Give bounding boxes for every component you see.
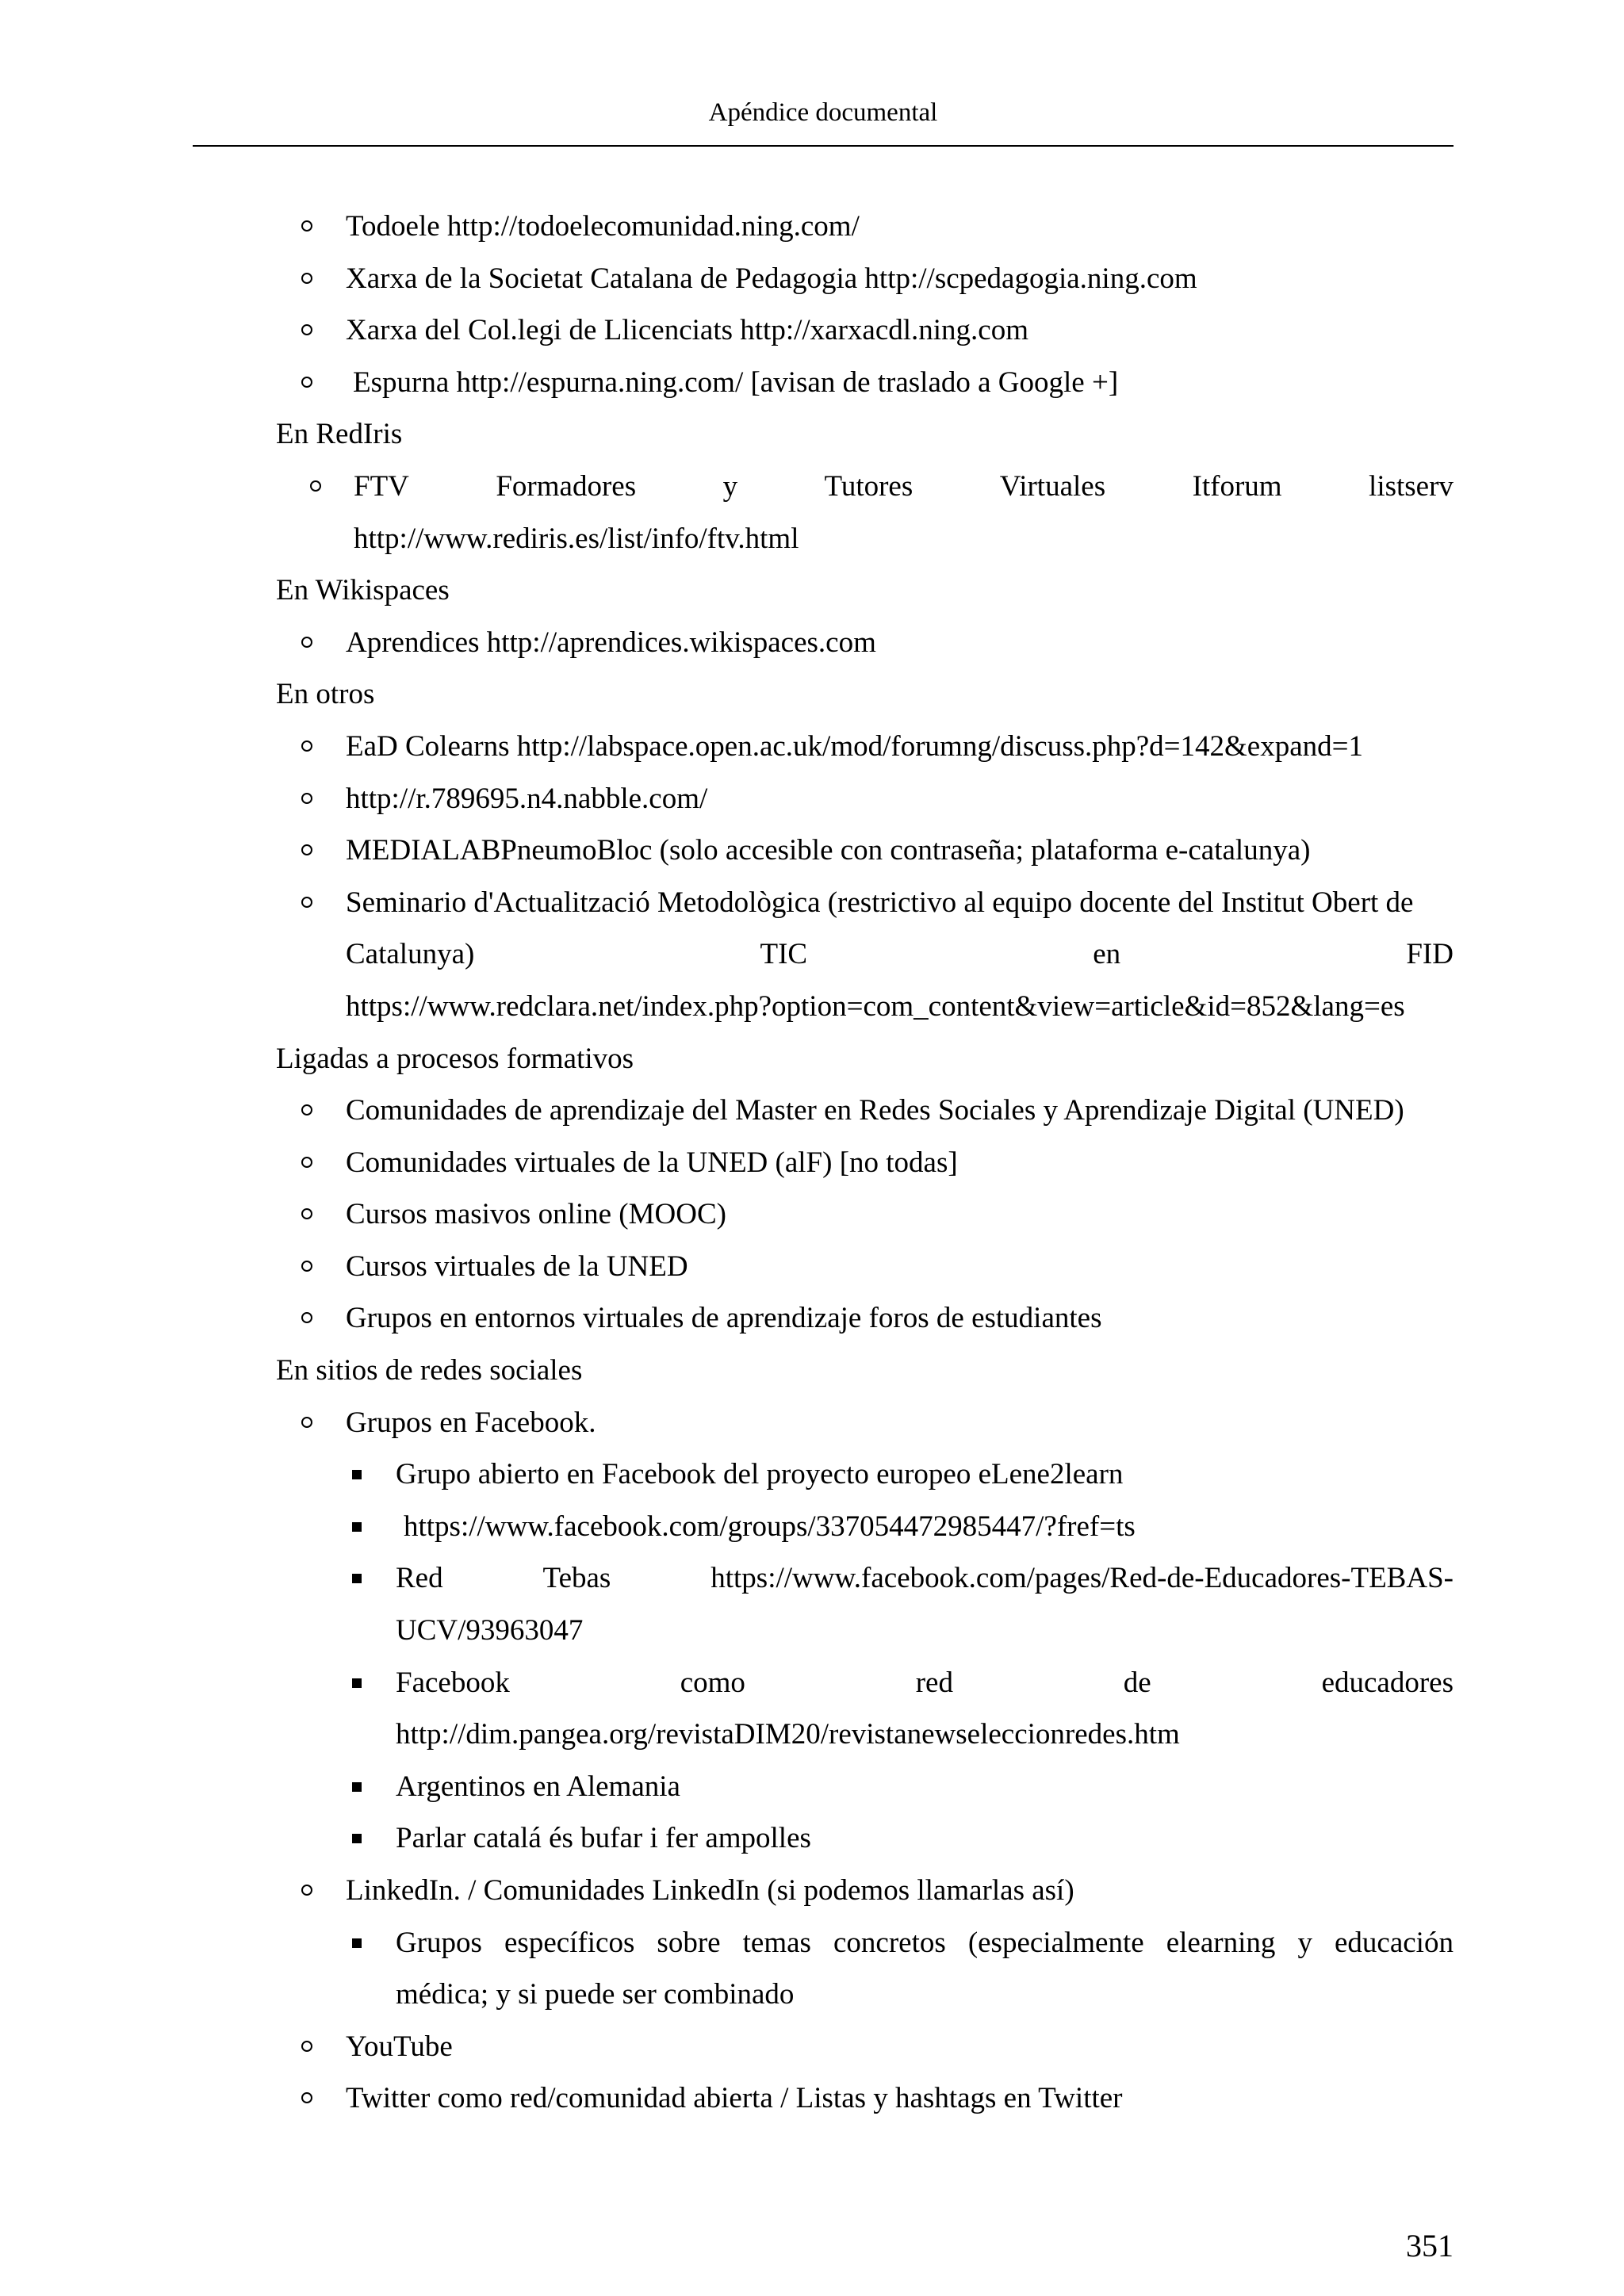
circle-bullet-icon	[301, 377, 312, 388]
list-item: Grupos en entornos virtuales de aprendizaje foros de estudiantes	[0, 1292, 1624, 1345]
list-item: Aprendices http://aprendices.wikispaces.com	[0, 617, 1624, 669]
sub-list-item: https://www.facebook.com/groups/337054472985447/?fref=ts	[0, 1501, 1624, 1553]
circle-bullet-icon	[301, 844, 312, 855]
list-item-continuation: http://www.rediris.es/list/info/ftv.html	[354, 522, 799, 555]
circle-bullet-icon	[301, 273, 312, 284]
circle-bullet-icon	[301, 1208, 312, 1219]
sub-list-item	[0, 1552, 1624, 1605]
circle-bullet-icon	[310, 480, 321, 492]
list-item: Todoele http://todoelecomunidad.ning.com/	[0, 201, 1624, 253]
square-bullet-icon	[352, 1470, 362, 1479]
section-heading: En RedIris	[276, 418, 403, 451]
circle-bullet-icon	[301, 220, 312, 232]
list-item: EaD Colearns http://labspace.open.ac.uk/mod/forumng/discuss.php?d=142&expand=1	[0, 721, 1624, 773]
list-item: Cursos virtuales de la UNED	[0, 1241, 1624, 1293]
sub-list-item-continuation: UCV/93963047	[396, 1614, 584, 1647]
square-bullet-icon	[352, 1522, 362, 1532]
circle-bullet-icon	[301, 1312, 312, 1323]
page-body	[0, 201, 1624, 2125]
circle-bullet-icon	[301, 740, 312, 752]
running-header: Apéndice documental	[708, 98, 938, 127]
circle-bullet-icon	[301, 2041, 312, 2052]
list-item: Xarxa de la Societat Catalana de Pedagogia http://scpedagogia.ning.com	[0, 253, 1624, 305]
sub-list-item: Parlar catalá és bufar i fer ampolles	[0, 1812, 1624, 1865]
list-item: Twitter como red/comunidad abierta / Listas y hashtags en Twitter	[0, 2072, 1624, 2125]
circle-bullet-icon	[301, 1885, 312, 1896]
sub-list-item-continuation: http://dim.pangea.org/revistaDIM20/revistanewseleccionredes.htm	[396, 1718, 1180, 1751]
justified-line: Facebook como red de educadores	[396, 1666, 1454, 1699]
section-heading: En Wikispaces	[276, 574, 450, 607]
circle-bullet-icon	[301, 897, 312, 908]
circle-bullet-icon	[301, 637, 312, 648]
list-item: Comunidades de aprendizaje del Master en Redes Sociales y Aprendizaje Digital (UNED)	[0, 1085, 1624, 1137]
page-number: 351	[1406, 2228, 1454, 2263]
list-item: Grupos en Facebook.	[0, 1397, 1624, 1449]
list-item-continuation: https://www.redclara.net/index.php?option=com_content&view=article&id=852&lang=es	[346, 989, 1405, 1023]
list-item: YouTube	[0, 2021, 1624, 2073]
list-item: Espurna http://espurna.ning.com/ [avisan de traslado a Google +]	[0, 357, 1624, 409]
list-item: Cursos masivos online (MOOC)	[0, 1188, 1624, 1241]
justified-line: Grupos específicos sobre temas concretos (especialmente elearning y educación	[396, 1926, 1454, 1959]
section-heading: Ligadas a procesos formativos	[276, 1042, 634, 1075]
list-item: Xarxa del Col.legi de Llicenciats http://xarxacdl.ning.com	[0, 304, 1624, 357]
justified-line: Red Tebas https://www.facebook.com/pages/Red-de-Educadores-TEBAS-	[396, 1562, 1454, 1595]
list-item: Seminario d'Actualització Metodològica (restrictivo al equipo docente del Institut Obert de	[0, 877, 1624, 929]
square-bullet-icon	[352, 1678, 362, 1688]
square-bullet-icon	[352, 1782, 362, 1792]
sub-list-item	[0, 1917, 1624, 1969]
circle-bullet-icon	[301, 1261, 312, 1272]
square-bullet-icon	[352, 1574, 362, 1583]
list-item: LinkedIn. / Comunidades LinkedIn (si podemos llamarlas así)	[0, 1865, 1624, 1917]
section-heading: En sitios de redes sociales	[276, 1354, 583, 1387]
list-item: MEDIALABPneumoBloc (solo accesible con contraseña; plataforma e-catalunya)	[0, 825, 1624, 877]
circle-bullet-icon	[301, 324, 312, 335]
sub-list-item	[0, 1657, 1624, 1709]
sub-list-item: Grupo abierto en Facebook del proyecto europeo eLene2learn	[0, 1448, 1624, 1501]
justified-line: Catalunya) TIC en FID	[346, 938, 1454, 971]
list-item	[0, 461, 1624, 513]
circle-bullet-icon	[301, 1157, 312, 1168]
list-item-continuation	[0, 928, 1624, 981]
circle-bullet-icon	[301, 793, 312, 804]
section-heading: En otros	[276, 678, 375, 711]
sub-list-item-continuation: médica; y si puede ser combinado	[396, 1978, 795, 2011]
square-bullet-icon	[352, 1834, 362, 1843]
circle-bullet-icon	[301, 2092, 312, 2103]
list-item: http://r.789695.n4.nabble.com/	[0, 773, 1624, 825]
header-rule	[193, 145, 1454, 147]
circle-bullet-icon	[301, 1417, 312, 1428]
list-item: Comunidades virtuales de la UNED (alF) [no todas]	[0, 1137, 1624, 1189]
sub-list-item: Argentinos en Alemania	[0, 1761, 1624, 1813]
circle-bullet-icon	[301, 1104, 312, 1115]
justified-line: FTV Formadores y Tutores Virtuales Itforum listserv	[354, 469, 1454, 503]
square-bullet-icon	[352, 1938, 362, 1948]
